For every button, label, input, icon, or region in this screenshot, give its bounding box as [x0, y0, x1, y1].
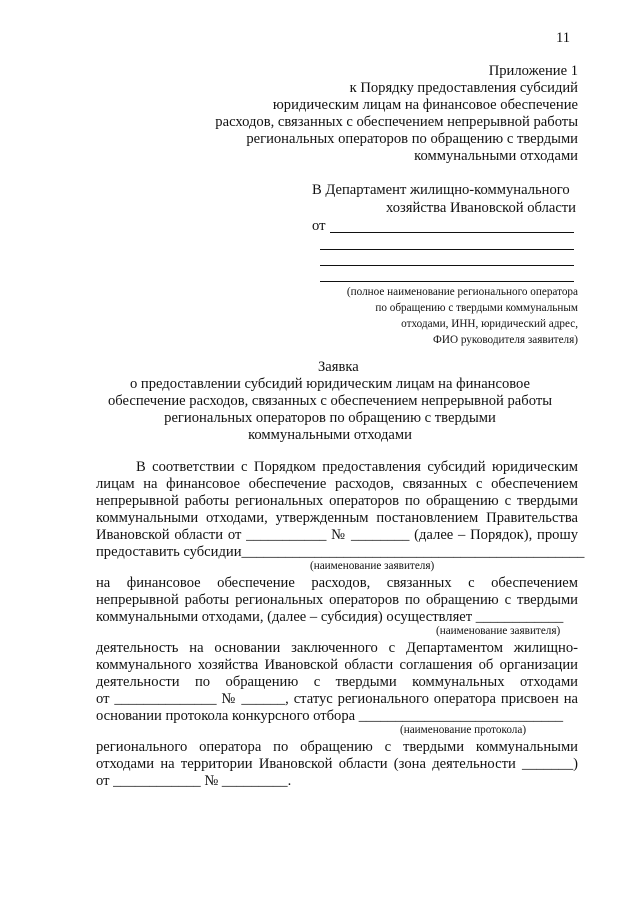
body-line: деятельность на основании заключенного с Департаментом жилищно- — [96, 640, 578, 656]
appendix-line: коммунальными отходами — [414, 148, 578, 164]
body-line: коммунальными отходами, утвержденным постановлением Правительства — [96, 510, 578, 526]
applicant-caption-line: (полное наименование регионального оператора — [346, 286, 578, 298]
body-line: отходами на территории Ивановской области (зона деятельности _______) — [96, 756, 578, 772]
applicant-name-line[interactable] — [320, 281, 574, 282]
appendix-line: расходов, связанных с обеспечением непрерывной работы — [215, 114, 578, 130]
from-label: от — [312, 218, 326, 234]
page-number: 11 — [556, 30, 571, 46]
applicant-caption-line: отходами, ИНН, юридический адрес, — [401, 318, 578, 330]
heading-line: коммунальными отходами — [248, 427, 412, 443]
body-line: на финансовое обеспечение расходов, связанных с обеспечением — [96, 575, 578, 591]
field-caption: (наименование заявителя) — [436, 625, 561, 637]
appendix-line: к Порядку предоставления субсидий — [349, 80, 578, 96]
applicant-name-line[interactable] — [330, 232, 574, 233]
body-line: непрерывной работы региональных операторов по обращению с твердыми — [96, 493, 578, 509]
body-line: регионального оператора по обращению с твердыми коммунальными — [96, 739, 578, 755]
body-line: коммунальными отходами, (далее – субсидия) осуществляет ____________ — [96, 609, 564, 625]
applicant-caption-line: ФИО руководителя заявителя) — [433, 334, 578, 346]
body-line: коммунального хозяйства Ивановской области соглашения об организации — [96, 657, 578, 673]
appendix-line: региональных операторов по обращению с твердыми — [246, 131, 578, 147]
body-line: основании протокола конкурсного отбора ____________________________ — [96, 708, 564, 724]
applicant-caption-line: по обращению с твердыми коммунальным — [375, 302, 578, 314]
body-line: Ивановской области от ___________ № ________ (далее – Порядок), прошу — [96, 527, 578, 543]
heading-line: обеспечение расходов, связанных с обеспечением непрерывной работы — [107, 393, 553, 409]
appendix-line: юридическим лицам на финансовое обеспечение — [272, 97, 578, 113]
application-title: Заявка — [318, 359, 359, 375]
applicant-name-line[interactable] — [320, 249, 574, 250]
applicant-name-line[interactable] — [320, 265, 574, 266]
field-caption: (наименование протокола) — [400, 724, 527, 736]
heading-line: о предоставлении субсидий юридическим лицам на финансовое — [129, 376, 531, 392]
body-line: деятельности по обращению с твердыми коммунальных отходами — [96, 674, 578, 690]
field-caption: (наименование заявителя) — [310, 560, 435, 572]
body-line: лицам на финансовое обеспечение расходов, связанных с обеспечением — [96, 476, 578, 492]
body-line: от ______________ № ______, статус регионального оператора присвоен на — [96, 691, 578, 707]
body-line: от ____________ № _________. — [96, 773, 292, 789]
body-line: непрерывной работы региональных операторов по обращению с твердыми — [96, 592, 578, 608]
addressee-line: В Департамент жилищно-коммунального — [312, 182, 570, 198]
heading-line: региональных операторов по обращению с твердыми — [164, 410, 496, 426]
body-line: предоставить субсидии_______________________________________________ — [96, 544, 585, 560]
appendix-title: Приложение 1 — [488, 63, 578, 79]
addressee-line: хозяйства Ивановской области — [386, 200, 576, 216]
body-line: В соответствии с Порядком предоставления субсидий юридическим — [136, 459, 578, 475]
